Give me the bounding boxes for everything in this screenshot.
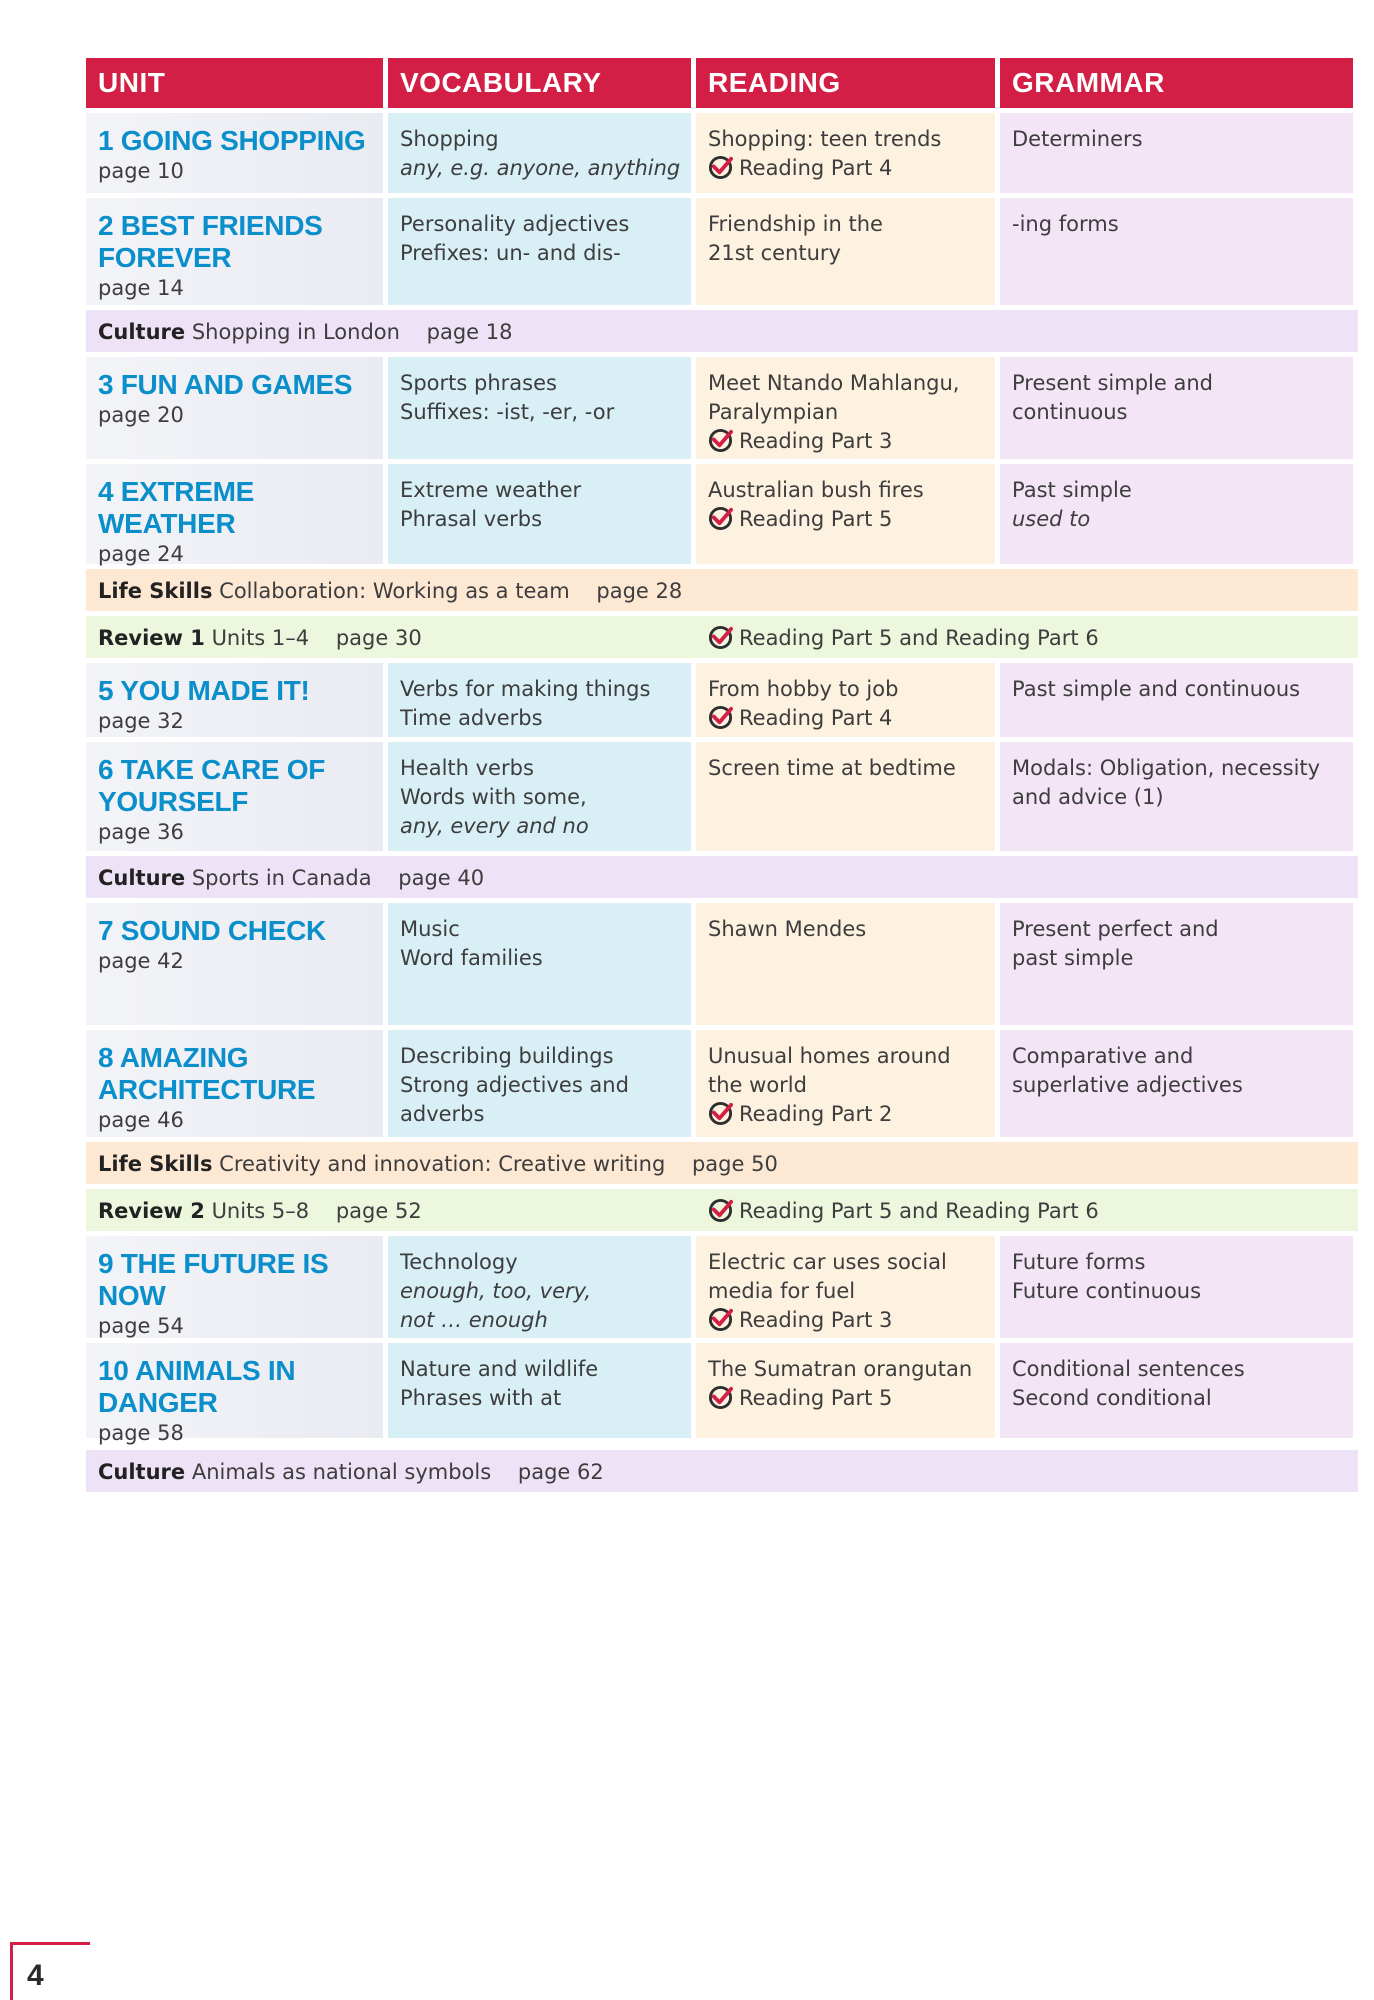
exam-task-label: Reading Part 3 [739, 1308, 893, 1332]
unit-cell [86, 357, 383, 459]
culture-band [86, 1450, 1358, 1492]
grammar-cell [1000, 113, 1353, 193]
band-page: page 50 [691, 1152, 778, 1176]
unit-page: page 20 [98, 403, 184, 427]
culture-band [86, 310, 1358, 352]
reading-item: 21st century [708, 241, 841, 265]
unit-cell [86, 903, 383, 1025]
vocabulary-cell [388, 113, 691, 193]
vocab-item: Word families [400, 946, 543, 970]
unit-title[interactable]: 4 EXTREME WEATHER [98, 476, 255, 539]
reading-cell [696, 1030, 995, 1137]
review-label-group [98, 623, 708, 651]
reading-cell [696, 663, 995, 737]
vocab-item: Prefixes: un- and dis- [400, 241, 621, 265]
exam-task-label: Reading Part 3 [739, 429, 893, 453]
vocab-item: Suffixes: -ist, -er, -or [400, 400, 615, 424]
contents-table [86, 58, 1358, 1497]
unit-row [86, 1030, 1358, 1137]
grammar-item: Second conditional [1012, 1386, 1212, 1410]
grammar-item: used to [1012, 507, 1091, 531]
unit-page: page 42 [98, 949, 184, 973]
vocab-item: Sports phrases [400, 371, 557, 395]
exam-task-label: Reading Part 5 [739, 1386, 893, 1410]
exam-task [708, 1100, 985, 1129]
unit-page: page 36 [98, 820, 184, 844]
grammar-item: past simple [1012, 946, 1134, 970]
unit-cell [86, 1030, 383, 1137]
vocab-item: Phrases with at [400, 1386, 562, 1410]
exam-task-label: Reading Part 2 [739, 1102, 893, 1126]
reading-item: Friendship in the [708, 212, 883, 236]
grammar-cell [1000, 742, 1353, 851]
band-text: Animals as national symbols [191, 1460, 492, 1484]
unit-row [86, 464, 1358, 564]
grammar-cell [1000, 1236, 1353, 1338]
vocabulary-cell [388, 742, 691, 851]
grammar-cell [1000, 357, 1353, 459]
review-label-group [98, 1196, 708, 1224]
vocab-item: Technology [400, 1250, 518, 1274]
grammar-item: Past simple and continuous [1012, 677, 1301, 701]
vocabulary-cell [388, 903, 691, 1025]
unit-row [86, 357, 1358, 459]
band-page: page 62 [517, 1460, 604, 1484]
life-skills-band [86, 569, 1358, 611]
exam-task-label: Reading Part 5 [739, 507, 893, 531]
review-exam-task [708, 1196, 1099, 1224]
reading-item: Electric car uses social [708, 1250, 947, 1274]
grammar-cell [1000, 1343, 1353, 1438]
reading-item: Unusual homes around [708, 1044, 951, 1068]
unit-cell [86, 1236, 383, 1338]
band-text: Shopping in London [191, 320, 400, 344]
exam-task [708, 1384, 985, 1413]
exam-task [708, 427, 985, 456]
unit-row [86, 663, 1358, 737]
unit-row [86, 1343, 1358, 1445]
vocab-item: any, e.g. anyone, anything [400, 156, 681, 180]
check-circle-icon [708, 1101, 733, 1126]
unit-page: page 46 [98, 1108, 184, 1132]
review-band [86, 1189, 1358, 1231]
grammar-item: Present simple and [1012, 371, 1213, 395]
reading-item: From hobby to job [708, 677, 899, 701]
unit-title[interactable]: 10 ANIMALS IN DANGER [98, 1355, 296, 1418]
check-circle-icon [708, 428, 733, 453]
grammar-item: -ing forms [1012, 212, 1119, 236]
vocab-item: Shopping [400, 127, 499, 151]
unit-page: page 14 [98, 276, 184, 300]
unit-row [86, 742, 1358, 851]
vocabulary-cell [388, 1030, 691, 1137]
unit-title[interactable]: 2 BEST FRIENDS [98, 210, 323, 241]
exam-task-label: Reading Part 5 and Reading Part 6 [739, 1199, 1099, 1223]
vocab-item: Time adverbs [400, 706, 543, 730]
band-label: Review 1 [98, 626, 205, 650]
unit-title-cont[interactable]: YOURSELF [98, 786, 249, 817]
review-band [86, 616, 1358, 658]
band-label: Culture [98, 866, 186, 890]
grammar-cell [1000, 198, 1353, 305]
vocab-item: Strong adjectives and [400, 1073, 629, 1097]
grammar-cell [1000, 464, 1353, 564]
exam-task-label: Reading Part 4 [739, 706, 893, 730]
reading-item: media for fuel [708, 1279, 856, 1303]
unit-page: page 24 [98, 542, 184, 566]
life-skills-band [86, 1142, 1358, 1184]
band-text: Collaboration: Working as a team [219, 579, 570, 603]
exam-task-label: Reading Part 4 [739, 156, 893, 180]
vocab-item: Describing buildings [400, 1044, 614, 1068]
unit-title[interactable]: 9 THE FUTURE IS NOW [98, 1248, 329, 1311]
band-page: page 18 [426, 320, 513, 344]
band-text: Units 5–8 [211, 1199, 310, 1223]
band-label: Review 2 [98, 1199, 205, 1223]
band-text: Creativity and innovation: Creative writing [219, 1152, 666, 1176]
header-unit: UNIT [86, 58, 383, 108]
exam-task [708, 154, 985, 183]
grammar-item: Conditional sentences [1012, 1357, 1245, 1381]
unit-title[interactable]: 6 TAKE CARE OF [98, 754, 326, 785]
exam-task [708, 1306, 985, 1335]
band-text: Units 1–4 [211, 626, 310, 650]
grammar-item: Comparative and [1012, 1044, 1194, 1068]
grammar-item: Modals: Obligation, necessity [1012, 756, 1321, 780]
vocab-item: any, every and no [400, 814, 589, 838]
unit-cell [86, 1343, 383, 1445]
grammar-cell [1000, 903, 1353, 1025]
page-number: 4 [10, 1942, 90, 2000]
unit-title[interactable]: 5 YOU MADE IT! [98, 675, 310, 706]
exam-task [708, 704, 985, 733]
unit-title[interactable]: 7 SOUND CHECK [98, 915, 326, 946]
reading-cell [696, 903, 995, 1025]
unit-row [86, 903, 1358, 1025]
vocab-item: adverbs [400, 1102, 485, 1126]
vocab-item: enough, too, very, [400, 1279, 592, 1303]
reading-cell [696, 1236, 995, 1338]
check-circle-icon [708, 705, 733, 730]
vocab-item: Words with some, [400, 785, 587, 809]
unit-page: page 58 [98, 1421, 184, 1445]
vocabulary-cell [388, 198, 691, 305]
reading-item: the world [708, 1073, 807, 1097]
vocabulary-cell [388, 1236, 691, 1338]
band-page: page 52 [335, 1199, 422, 1223]
reading-item: Shopping: teen trends [708, 127, 942, 151]
reading-item: Shawn Mendes [708, 917, 867, 941]
band-label: Life Skills [98, 579, 213, 603]
reading-cell [696, 1343, 995, 1438]
grammar-item: continuous [1012, 400, 1128, 424]
vocab-item: Phrasal verbs [400, 507, 543, 531]
vocabulary-cell [388, 464, 691, 564]
unit-row [86, 1236, 1358, 1338]
grammar-item: Present perfect and [1012, 917, 1219, 941]
grammar-cell [1000, 1030, 1353, 1137]
grammar-item: Determiners [1012, 127, 1143, 151]
reading-cell [696, 357, 995, 459]
grammar-item: Future continuous [1012, 1279, 1202, 1303]
reading-item: Meet Ntando Mahlangu, [708, 371, 960, 395]
unit-page: page 54 [98, 1314, 184, 1338]
header-reading: READING [696, 58, 995, 108]
band-label: Culture [98, 1460, 186, 1484]
vocab-item: Extreme weather [400, 478, 582, 502]
vocab-item: Music [400, 917, 460, 941]
check-circle-icon [708, 155, 733, 180]
reading-item: Australian bush fires [708, 478, 924, 502]
reading-cell [696, 198, 995, 305]
unit-cell [86, 198, 383, 305]
review-exam-task [708, 623, 1099, 651]
check-circle-icon [708, 506, 733, 531]
unit-title-cont[interactable]: FOREVER [98, 242, 232, 273]
unit-title-cont[interactable]: ARCHITECTURE [98, 1074, 316, 1105]
exam-task-label: Reading Part 5 and Reading Part 6 [739, 626, 1099, 650]
check-circle-icon [708, 625, 733, 650]
band-label: Life Skills [98, 1152, 213, 1176]
vocab-item: not … enough [400, 1308, 548, 1332]
grammar-item: Future forms [1012, 1250, 1146, 1274]
unit-title[interactable]: 8 AMAZING [98, 1042, 249, 1073]
unit-cell [86, 663, 383, 737]
band-label: Culture [98, 320, 186, 344]
header-grammar: GRAMMAR [1000, 58, 1353, 108]
reading-item: Screen time at bedtime [708, 756, 956, 780]
unit-cell [86, 464, 383, 564]
band-page: page 40 [398, 866, 485, 890]
vocab-item: Nature and wildlife [400, 1357, 599, 1381]
unit-page: page 32 [98, 709, 184, 733]
vocab-item: Verbs for making things [400, 677, 651, 701]
reading-cell [696, 464, 995, 564]
band-page: page 30 [335, 626, 422, 650]
check-circle-icon [708, 1385, 733, 1410]
band-text: Sports in Canada [191, 866, 372, 890]
unit-title[interactable]: 1 GOING SHOPPING [98, 125, 366, 156]
grammar-item: and advice (1) [1012, 785, 1164, 809]
exam-task [708, 505, 985, 534]
unit-title[interactable]: 3 FUN AND GAMES [98, 369, 353, 400]
check-circle-icon [708, 1307, 733, 1332]
check-circle-icon [708, 1198, 733, 1223]
vocab-item: Health verbs [400, 756, 534, 780]
table-header [86, 58, 1358, 108]
unit-cell [86, 113, 383, 193]
vocabulary-cell [388, 663, 691, 737]
reading-item: The Sumatran orangutan [708, 1357, 973, 1381]
vocab-item: Personality adjectives [400, 212, 630, 236]
unit-row [86, 198, 1358, 305]
unit-row [86, 113, 1358, 193]
culture-band [86, 856, 1358, 898]
reading-cell [696, 113, 995, 193]
grammar-cell [1000, 663, 1353, 737]
grammar-item: Past simple [1012, 478, 1132, 502]
header-vocabulary: VOCABULARY [388, 58, 691, 108]
vocabulary-cell [388, 357, 691, 459]
band-page: page 28 [596, 579, 683, 603]
vocabulary-cell [388, 1343, 691, 1438]
unit-page: page 10 [98, 159, 184, 183]
unit-cell [86, 742, 383, 851]
reading-cell [696, 742, 995, 851]
reading-item: Paralympian [708, 400, 839, 424]
grammar-item: superlative adjectives [1012, 1073, 1243, 1097]
